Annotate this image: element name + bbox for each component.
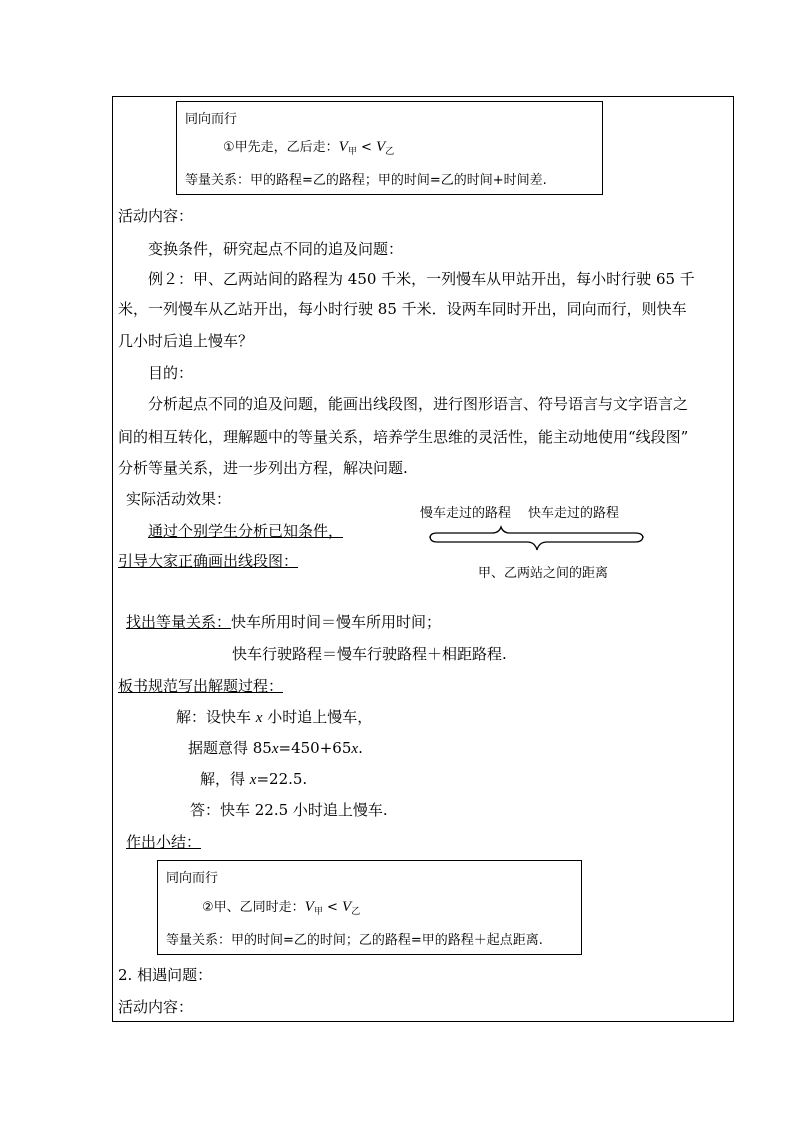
relation-heading: 找出等量关系： (126, 613, 232, 631)
summary-box-1 (176, 101, 603, 195)
relation-line-2: 快车行驶路程＝慢车行驶路程＋相距路程. (232, 645, 507, 663)
activity-heading-2: 活动内容： (118, 998, 194, 1016)
change-conditions: 变换条件，研究起点不同的追及问题： (148, 240, 404, 258)
purpose-heading: 目的： (148, 364, 194, 382)
box2-relation: 等量关系：甲的时间=乙的时间；乙的路程=甲的路程＋起点距离. (166, 933, 543, 948)
box1-relation: 等量关系：甲的路程=乙的路程；甲的时间=乙的时间+时间差. (185, 173, 547, 188)
effect-line-1: 通过个别学生分析已知条件， (148, 522, 344, 540)
section-2-heading: 2. 相遇问题： (118, 966, 213, 984)
example-line-2: 米，一列慢车从乙站开出，每小时行驶 85 千米．设两车同时开出，同向而行，则快车 (118, 300, 687, 318)
brace-graphic (425, 520, 650, 562)
box1-title: 同向而行 (185, 112, 238, 127)
relation-line-1: 快车所用时间＝慢车所用时间； (231, 613, 442, 631)
solution-line-3: 解，得 x=22.5. (200, 770, 308, 788)
solution-line-1: 解：设快车 x 小时追上慢车， (176, 708, 373, 726)
box2-title: 同向而行 (166, 871, 219, 886)
purpose-line-3: 分析等量关系，进一步列出方程，解决问题. (118, 459, 408, 477)
diagram-label-fast: 快车走过的路程 (528, 506, 620, 521)
board-heading: 板书规范写出解题过程： (118, 677, 284, 695)
activity-heading-1: 活动内容： (118, 207, 194, 225)
purpose-line-1: 分析起点不同的追及问题，能画出线段图，进行图形语言、符号语言与文字语言之 (148, 395, 689, 413)
solution-line-4: 答：快车 22.5 小时追上慢车. (190, 801, 388, 819)
example-line-3: 几小时后追上慢车？ (118, 332, 254, 350)
summary-box-2 (157, 860, 582, 955)
example-line-1: 例２：甲、乙两站间的路程为 450 千米，一列慢车从甲站开出，每小时行驶 65 千 (148, 270, 695, 288)
box2-case: ②甲、乙同时走：$V_甲 < V_乙$ (202, 899, 361, 916)
purpose-line-2: 间的相互转化，理解题中的等量关系，培养学生思维的灵活性，能主动地使用“线段图” (118, 428, 689, 446)
diagram-label-total: 甲、乙两站之间的距离 (478, 566, 609, 581)
solution-line-2: 据题意得 85x=450+65x. (188, 739, 363, 757)
diagram-label-slow: 慢车走过的路程 (420, 506, 512, 521)
relation-heading-line (126, 613, 441, 631)
effect-line-2: 引导大家正确画出线段图： (118, 552, 299, 570)
effect-heading: 实际活动效果： (126, 490, 232, 508)
box1-case: ①甲先走，乙后走：$V_甲 < V_乙$ (223, 139, 395, 156)
summary-heading: 作出小结： (126, 833, 202, 851)
